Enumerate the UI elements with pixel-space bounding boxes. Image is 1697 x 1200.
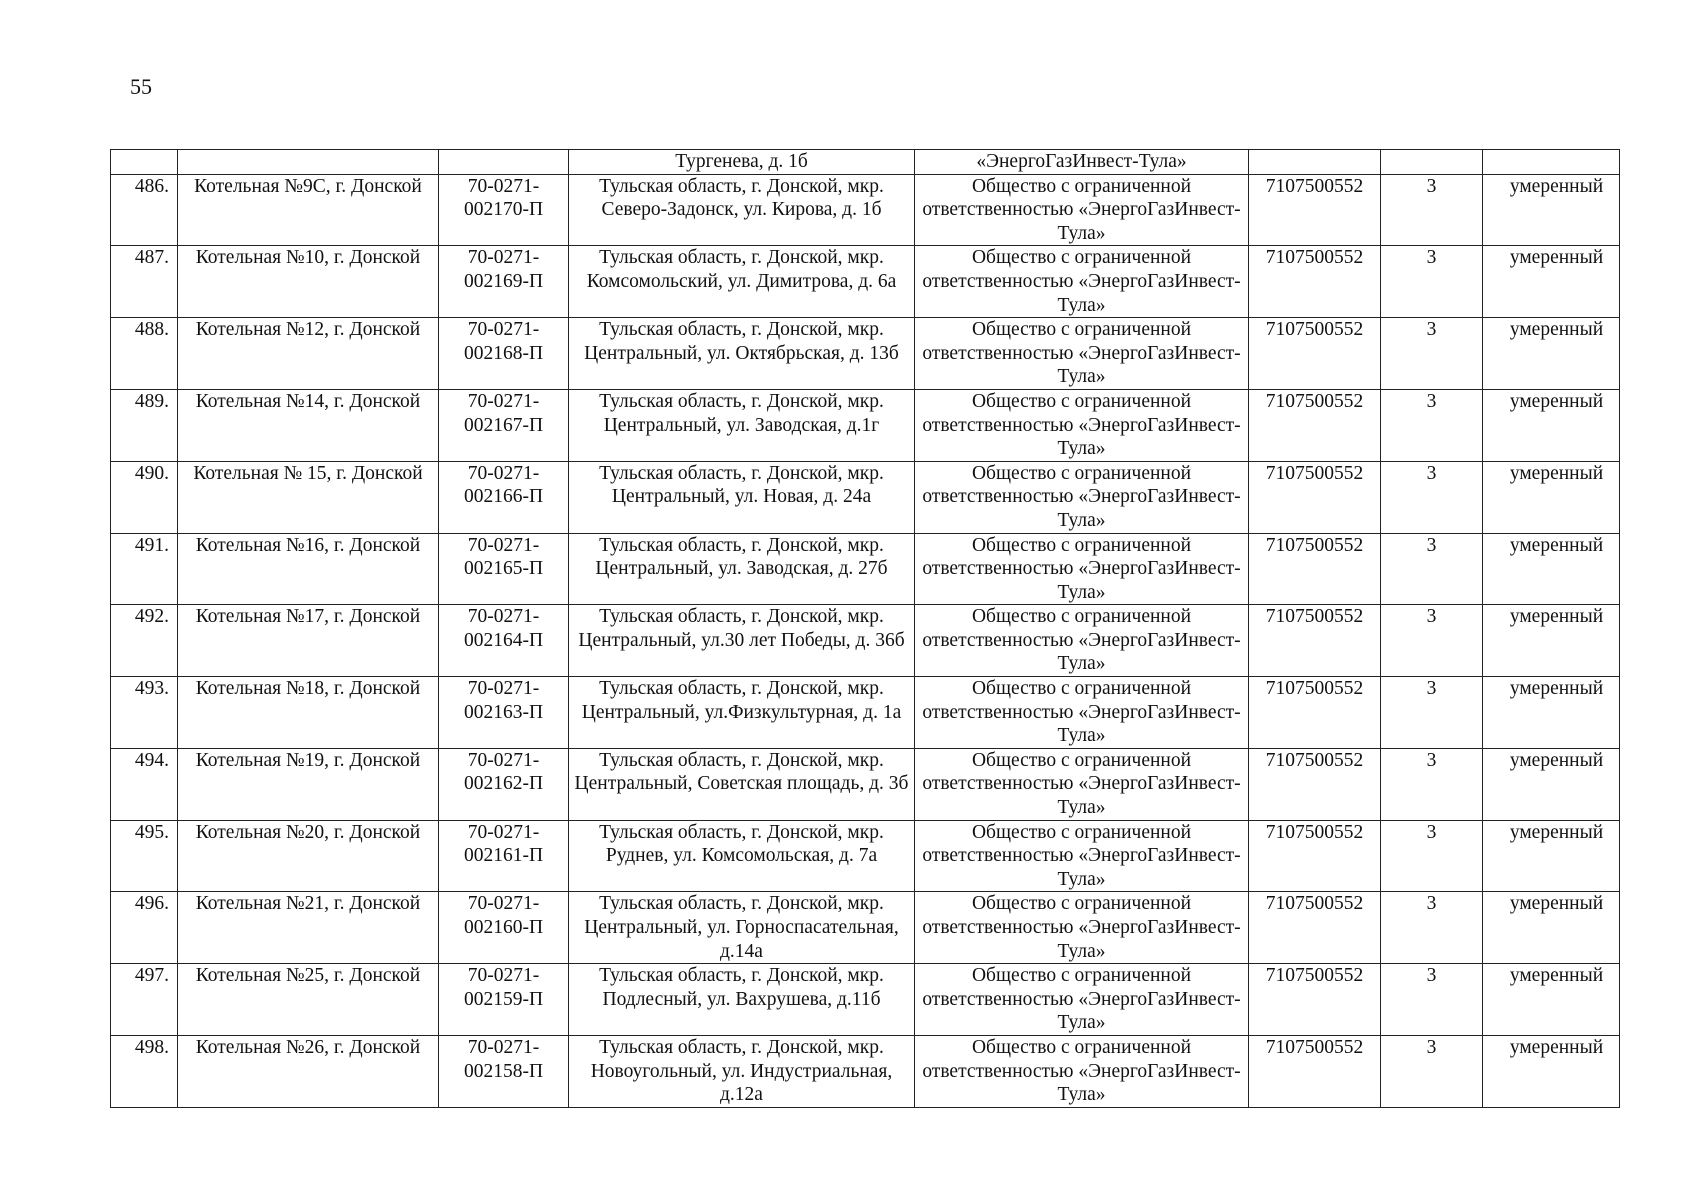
cell-name: Котельная №9С, г. Донской bbox=[178, 174, 439, 246]
cell-operator: Общество с ограниченной ответственностью «ЭнергоГазИнвест-Тула» bbox=[915, 174, 1249, 246]
cell-code: 70-0271-002164-П bbox=[439, 605, 569, 677]
cell-level bbox=[1483, 150, 1620, 175]
cell-num: 493. bbox=[111, 677, 178, 749]
cell-inn: 7107500552 bbox=[1249, 605, 1381, 677]
table-row bbox=[111, 748, 1620, 820]
cell-inn: 7107500552 bbox=[1249, 246, 1381, 318]
cell-address: Тульская область, г. Донской, мкр. Центральный, ул. Заводская, д.1г bbox=[569, 389, 915, 461]
cell-code: 70-0271-002161-П bbox=[439, 820, 569, 892]
cell-level: умеренный bbox=[1483, 748, 1620, 820]
cell-code: 70-0271-002165-П bbox=[439, 533, 569, 605]
cell-address: Тульская область, г. Донской, мкр. Новоугольный, ул. Индустриальная, д.12а bbox=[569, 1035, 915, 1107]
cell-code: 70-0271-002162-П bbox=[439, 748, 569, 820]
table-row bbox=[111, 174, 1620, 246]
cell-operator: Общество с ограниченной ответственностью «ЭнергоГазИнвест-Тула» bbox=[915, 533, 1249, 605]
cell-name: Котельная №10, г. Донской bbox=[178, 246, 439, 318]
registry-table-body bbox=[111, 150, 1620, 1108]
cell-num: 490. bbox=[111, 461, 178, 533]
cell-num: 496. bbox=[111, 892, 178, 964]
cell-code: 70-0271-002159-П bbox=[439, 964, 569, 1036]
cell-inn: 7107500552 bbox=[1249, 748, 1381, 820]
cell-name: Котельная №17, г. Донской bbox=[178, 605, 439, 677]
cell-num: 489. bbox=[111, 389, 178, 461]
cell-level: умеренный bbox=[1483, 246, 1620, 318]
cell-category: 3 bbox=[1381, 318, 1483, 390]
cell-operator: Общество с ограниченной ответственностью «ЭнергоГазИнвест-Тула» bbox=[915, 964, 1249, 1036]
cell-operator: Общество с ограниченной ответственностью «ЭнергоГазИнвест-Тула» bbox=[915, 677, 1249, 749]
cell-num: 488. bbox=[111, 318, 178, 390]
table-row bbox=[111, 820, 1620, 892]
table-row bbox=[111, 677, 1620, 749]
cell-code: 70-0271-002160-П bbox=[439, 892, 569, 964]
cell-name: Котельная №16, г. Донской bbox=[178, 533, 439, 605]
cell-operator: Общество с ограниченной ответственностью «ЭнергоГазИнвест-Тула» bbox=[915, 820, 1249, 892]
cell-operator: Общество с ограниченной ответственностью «ЭнергоГазИнвест-Тула» bbox=[915, 246, 1249, 318]
cell-inn: 7107500552 bbox=[1249, 964, 1381, 1036]
cell-address: Тульская область, г. Донской, мкр. Центральный, ул.30 лет Победы, д. 36б bbox=[569, 605, 915, 677]
cell-name: Котельная №18, г. Донской bbox=[178, 677, 439, 749]
cell-address: Тульская область, г. Донской, мкр. Руднев, ул. Комсомольская, д. 7а bbox=[569, 820, 915, 892]
cell-operator: Общество с ограниченной ответственностью «ЭнергоГазИнвест-Тула» bbox=[915, 892, 1249, 964]
cell-operator: Общество с ограниченной ответственностью «ЭнергоГазИнвест-Тула» bbox=[915, 461, 1249, 533]
cell-name bbox=[178, 150, 439, 175]
cell-name: Котельная №14, г. Донской bbox=[178, 389, 439, 461]
cell-operator: Общество с ограниченной ответственностью «ЭнергоГазИнвест-Тула» bbox=[915, 748, 1249, 820]
cell-code: 70-0271-002168-П bbox=[439, 318, 569, 390]
cell-operator: Общество с ограниченной ответственностью «ЭнергоГазИнвест-Тула» bbox=[915, 1035, 1249, 1107]
cell-num: 498. bbox=[111, 1035, 178, 1107]
cell-num: 497. bbox=[111, 964, 178, 1036]
cell-category: 3 bbox=[1381, 389, 1483, 461]
cell-category: 3 bbox=[1381, 820, 1483, 892]
cell-category: 3 bbox=[1381, 246, 1483, 318]
cell-num: 487. bbox=[111, 246, 178, 318]
cell-inn: 7107500552 bbox=[1249, 318, 1381, 390]
cell-category: 3 bbox=[1381, 892, 1483, 964]
continuation-row bbox=[111, 150, 1620, 175]
cell-name: Котельная № 15, г. Донской bbox=[178, 461, 439, 533]
cell-code: 70-0271-002169-П bbox=[439, 246, 569, 318]
cell-code: 70-0271-002170-П bbox=[439, 174, 569, 246]
cell-operator: Общество с ограниченной ответственностью «ЭнергоГазИнвест-Тула» bbox=[915, 318, 1249, 390]
page-number: 55 bbox=[130, 74, 152, 99]
cell-inn: 7107500552 bbox=[1249, 1035, 1381, 1107]
registry-table bbox=[110, 149, 1620, 1108]
cell-level: умеренный bbox=[1483, 174, 1620, 246]
cell-address: Тульская область, г. Донской, мкр. Центральный, ул.Физкультурная, д. 1а bbox=[569, 677, 915, 749]
cell-inn: 7107500552 bbox=[1249, 892, 1381, 964]
cell-level: умеренный bbox=[1483, 389, 1620, 461]
cell-level: умеренный bbox=[1483, 318, 1620, 390]
cell-address: Тульская область, г. Донской, мкр. Центральный, ул. Новая, д. 24а bbox=[569, 461, 915, 533]
cell-inn: 7107500552 bbox=[1249, 820, 1381, 892]
cell-address: Тульская область, г. Донской, мкр. Подлесный, ул. Вахрушева, д.11б bbox=[569, 964, 915, 1036]
cell-category: 3 bbox=[1381, 533, 1483, 605]
table-row bbox=[111, 964, 1620, 1036]
cell-inn: 7107500552 bbox=[1249, 174, 1381, 246]
cell-num: 491. bbox=[111, 533, 178, 605]
table-row bbox=[111, 246, 1620, 318]
cell-address: Тульская область, г. Донской, мкр. Центральный, Советская площадь, д. 3б bbox=[569, 748, 915, 820]
cell-inn: 7107500552 bbox=[1249, 677, 1381, 749]
cell-inn: 7107500552 bbox=[1249, 389, 1381, 461]
cell-level: умеренный bbox=[1483, 820, 1620, 892]
cell-inn: 7107500552 bbox=[1249, 533, 1381, 605]
cell-code: 70-0271-002167-П bbox=[439, 389, 569, 461]
table-row bbox=[111, 533, 1620, 605]
cell-code: 70-0271-002158-П bbox=[439, 1035, 569, 1107]
cell-category: 3 bbox=[1381, 605, 1483, 677]
cell-code: 70-0271-002166-П bbox=[439, 461, 569, 533]
cell-category: 3 bbox=[1381, 677, 1483, 749]
cell-address: Тульская область, г. Донской, мкр. Центральный, ул. Заводская, д. 27б bbox=[569, 533, 915, 605]
cell-level: умеренный bbox=[1483, 892, 1620, 964]
cell-level: умеренный bbox=[1483, 677, 1620, 749]
cell-category bbox=[1381, 150, 1483, 175]
cell-level: умеренный bbox=[1483, 461, 1620, 533]
cell-address: Тульская область, г. Донской, мкр. Центральный, ул. Октябрьская, д. 13б bbox=[569, 318, 915, 390]
cell-inn bbox=[1249, 150, 1381, 175]
cell-level: умеренный bbox=[1483, 1035, 1620, 1107]
cell-name: Котельная №26, г. Донской bbox=[178, 1035, 439, 1107]
table-row bbox=[111, 461, 1620, 533]
cell-code bbox=[439, 150, 569, 175]
cell-num bbox=[111, 150, 178, 175]
cell-category: 3 bbox=[1381, 174, 1483, 246]
cell-level: умеренный bbox=[1483, 533, 1620, 605]
table-row bbox=[111, 318, 1620, 390]
cell-address: Тульская область, г. Донской, мкр. Центральный, ул. Горноспасательная, д.14а bbox=[569, 892, 915, 964]
table-row bbox=[111, 1035, 1620, 1107]
cell-address: Тургенева, д. 1б bbox=[569, 150, 915, 175]
cell-level: умеренный bbox=[1483, 964, 1620, 1036]
cell-name: Котельная №12, г. Донской bbox=[178, 318, 439, 390]
cell-operator: Общество с ограниченной ответственностью «ЭнергоГазИнвест-Тула» bbox=[915, 605, 1249, 677]
cell-name: Котельная №25, г. Донской bbox=[178, 964, 439, 1036]
table-row bbox=[111, 605, 1620, 677]
cell-operator: Общество с ограниченной ответственностью «ЭнергоГазИнвест-Тула» bbox=[915, 389, 1249, 461]
table-row bbox=[111, 389, 1620, 461]
cell-name: Котельная №20, г. Донской bbox=[178, 820, 439, 892]
cell-num: 492. bbox=[111, 605, 178, 677]
cell-category: 3 bbox=[1381, 461, 1483, 533]
cell-inn: 7107500552 bbox=[1249, 461, 1381, 533]
cell-name: Котельная №19, г. Донской bbox=[178, 748, 439, 820]
cell-operator: «ЭнергоГазИнвест-Тула» bbox=[915, 150, 1249, 175]
cell-category: 3 bbox=[1381, 1035, 1483, 1107]
cell-category: 3 bbox=[1381, 964, 1483, 1036]
cell-code: 70-0271-002163-П bbox=[439, 677, 569, 749]
cell-address: Тульская область, г. Донской, мкр. Северо-Задонск, ул. Кирова, д. 1б bbox=[569, 174, 915, 246]
cell-name: Котельная №21, г. Донской bbox=[178, 892, 439, 964]
cell-category: 3 bbox=[1381, 748, 1483, 820]
cell-level: умеренный bbox=[1483, 605, 1620, 677]
cell-address: Тульская область, г. Донской, мкр. Комсомольский, ул. Димитрова, д. 6а bbox=[569, 246, 915, 318]
table-row bbox=[111, 892, 1620, 964]
cell-num: 486. bbox=[111, 174, 178, 246]
cell-num: 494. bbox=[111, 748, 178, 820]
cell-num: 495. bbox=[111, 820, 178, 892]
